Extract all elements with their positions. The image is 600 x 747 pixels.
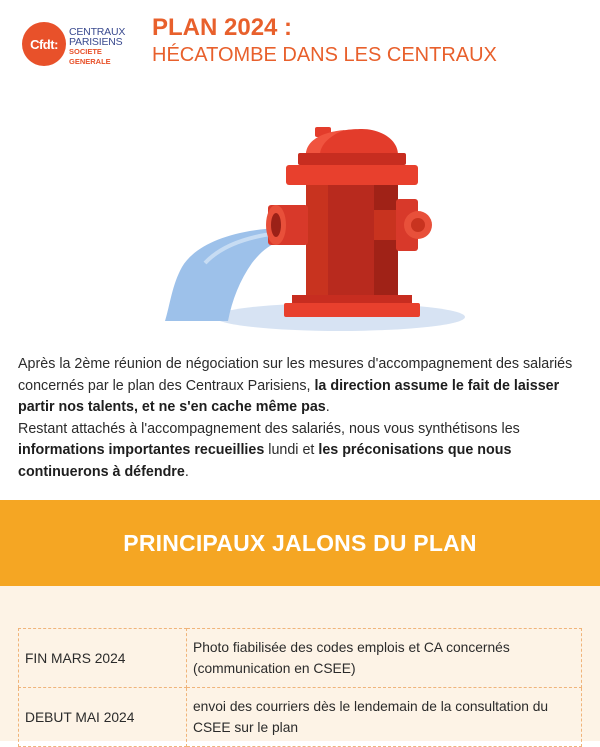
jalon-date: DEBUT MAI 2024: [19, 688, 187, 747]
intro-highlight-1: la direction assume le fait de laisser partir nos talents, et ne s'en cache même pas: [18, 377, 560, 415]
jalons-table: [18, 628, 582, 747]
intro-highlight-3: les préconisations que nous continuerons à défendre: [18, 442, 512, 480]
section-banner: [0, 500, 600, 586]
logo-text: [69, 27, 125, 67]
section-title: PRINCIPAUX JALONS DU PLAN: [123, 529, 477, 556]
logo-line-parisiens: PARISIENS: [69, 36, 123, 48]
jalon-date: FIN MARS 2024: [19, 629, 187, 688]
logo-line-centraux: CENTRAUX: [69, 26, 126, 38]
intro-paragraph-2: Restant attachés à l'accompagnement des salariés, nous vous synthétisons les informations importantes recueillies lundi et les préconisations que nous continuerons à défendre.: [18, 420, 520, 480]
jalons-section: [0, 586, 600, 741]
intro-highlight-2: informations importantes recueillies: [18, 442, 265, 458]
logo-mark: Cfdt:: [22, 22, 66, 66]
intro-text: [18, 354, 588, 483]
header: [0, 0, 600, 95]
intro-paragraph-1: Après la 2ème réunion de négociation sur les mesures d'accompagnement des salariés concernés par le plan des Centraux Parisiens, la direction assume le fait de laisser partir nos talents, et ne s'en cache même pas.: [18, 356, 573, 415]
table-row: [19, 629, 582, 688]
fire-hydrant-leaking-icon: [0, 95, 600, 345]
jalon-description: envoi des courriers dès le lendemain de la consultation du CSEE sur le plan: [187, 688, 582, 747]
cfdt-logo[interactable]: [22, 22, 126, 66]
jalon-description: Photo fiabilisée des codes emplois et CA concernés (communication en CSEE): [187, 629, 582, 688]
page-title: PLAN 2024 :: [152, 14, 293, 41]
page-subtitle: HÉCATOMBE DANS LES CENTRAUX: [152, 44, 497, 66]
table-row: [19, 688, 582, 747]
logo-line-sg: SOCIETE GENERALE: [69, 47, 111, 66]
